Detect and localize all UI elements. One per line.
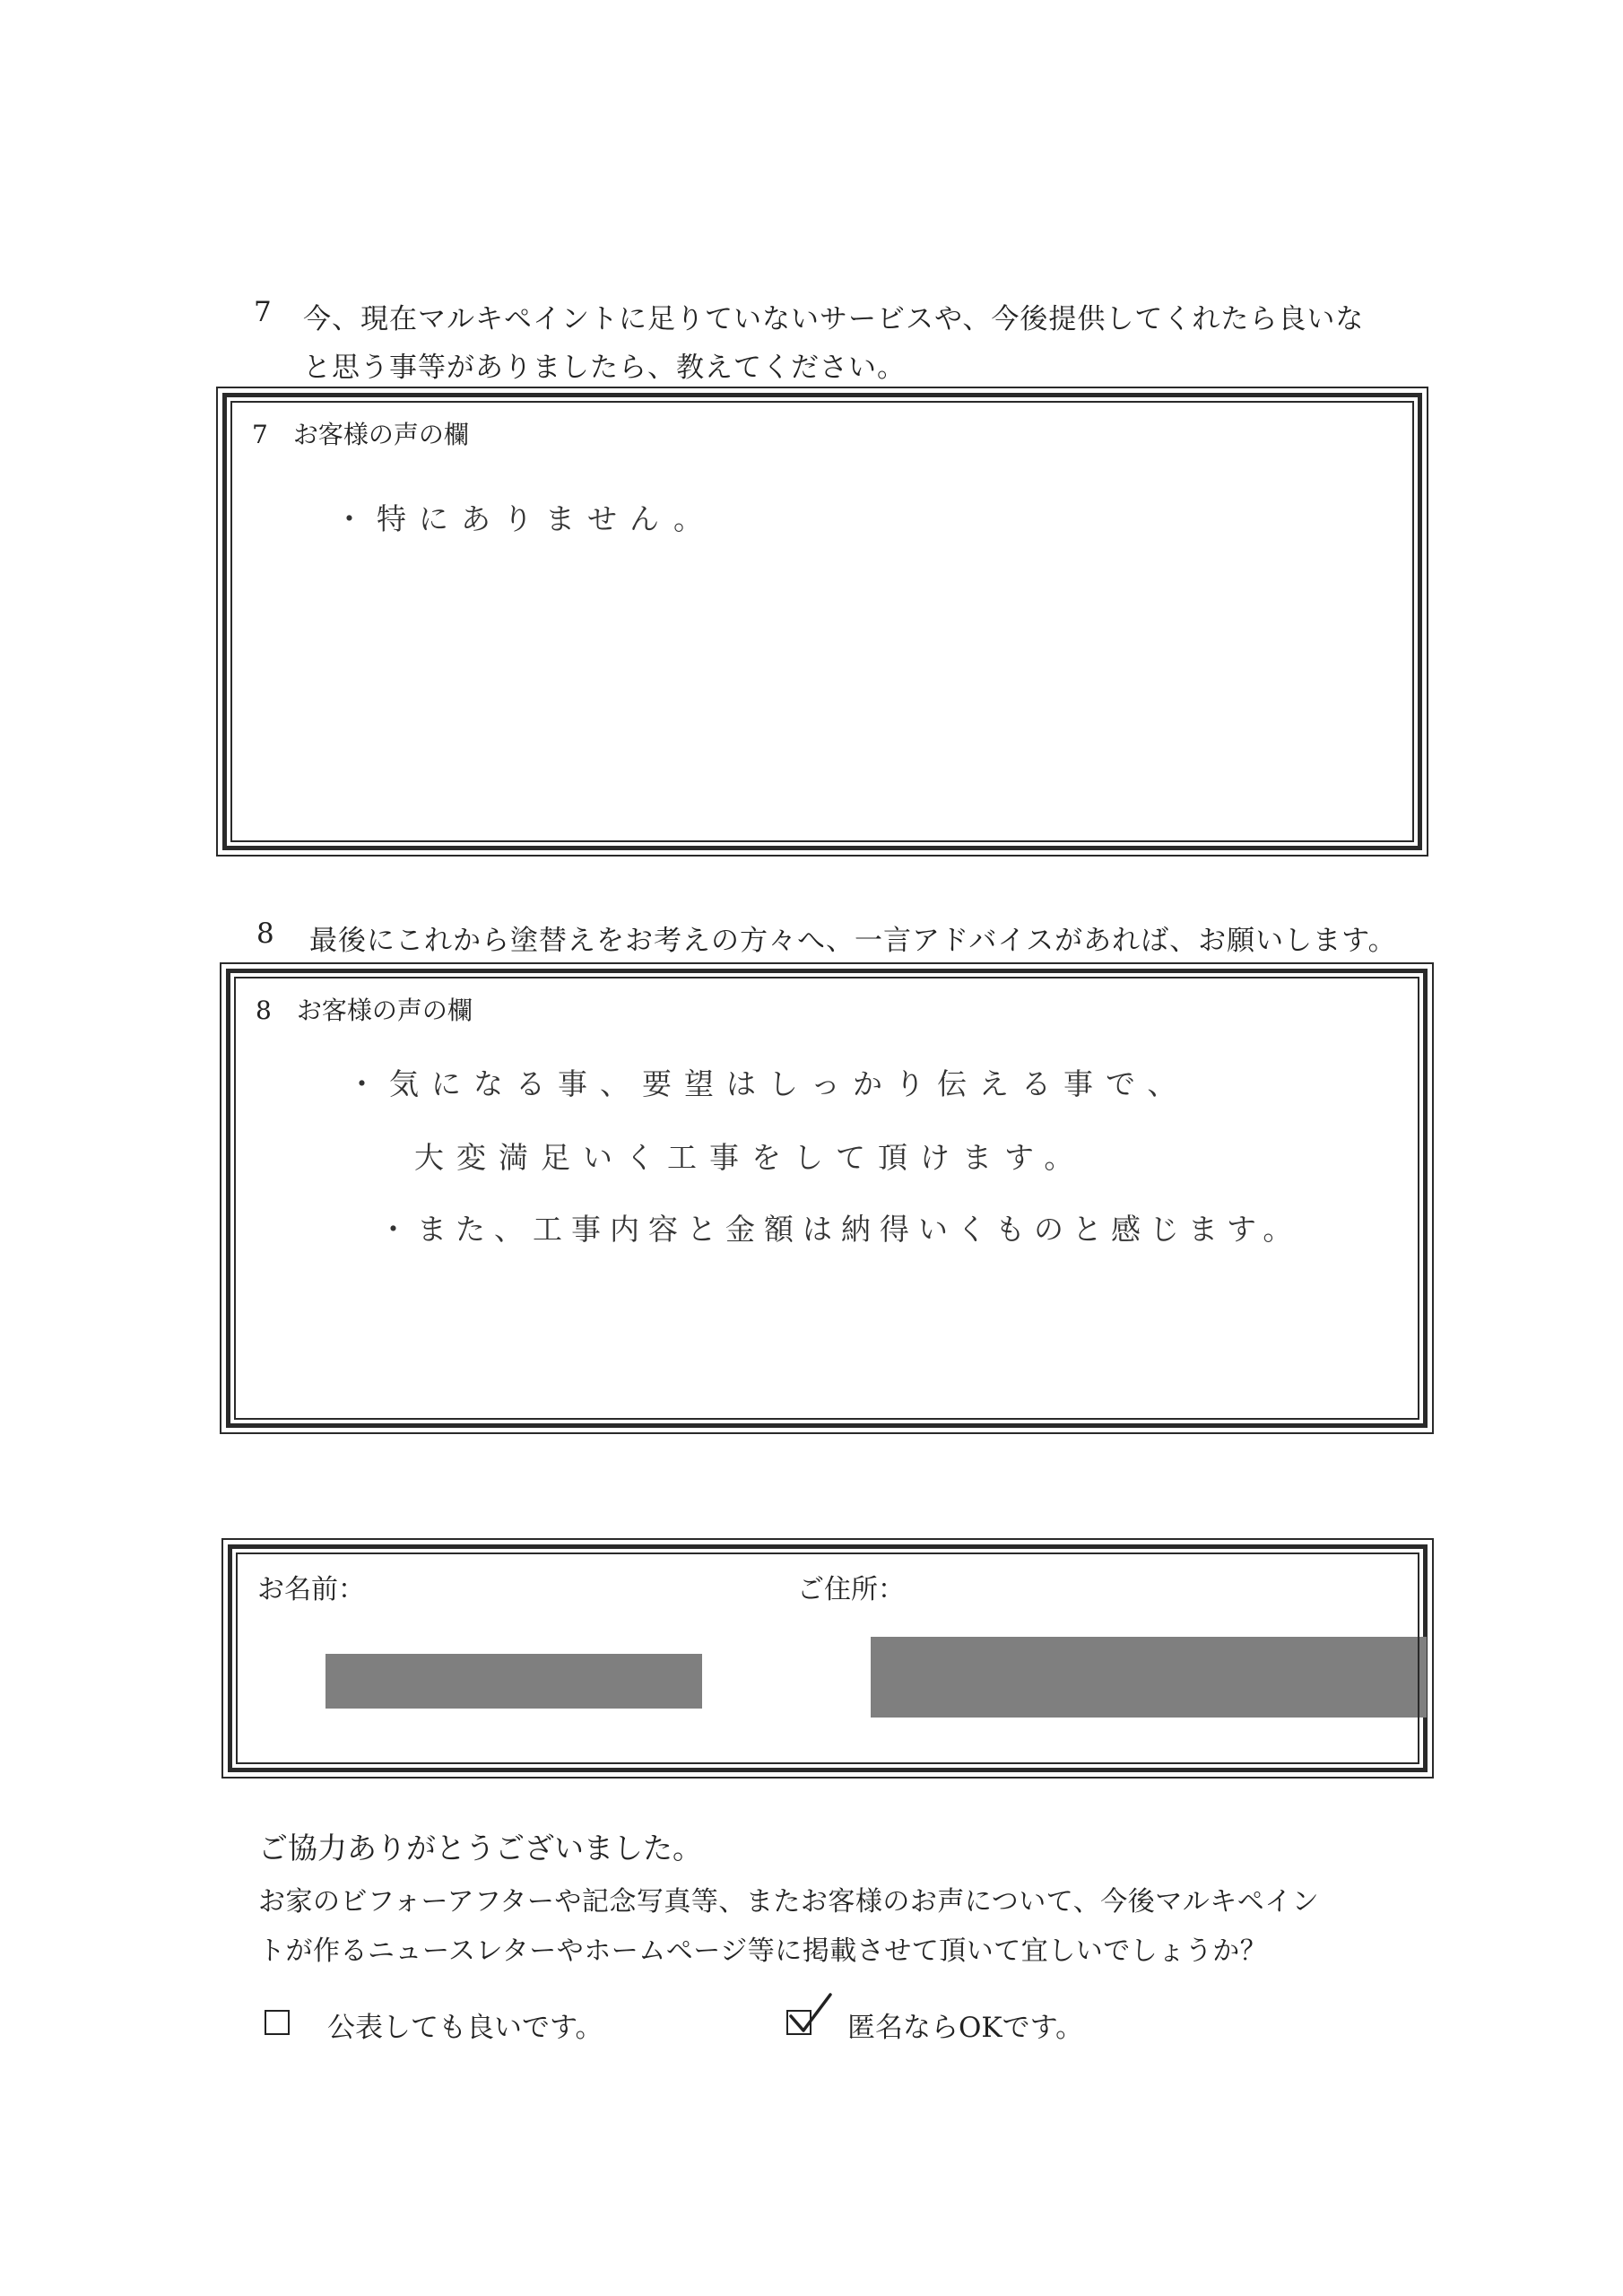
anonymous-option-label: 匿名ならOKです。 <box>847 2012 1084 2044</box>
consent-question-line1: お家のビフォーアフターや記念写真等、またお客様のお声について、今後マルキペイン <box>258 1886 1320 1918</box>
q8-answer-line2: 大変満足いく工事をして頂けます。 <box>414 1140 1087 1175</box>
q8-answer-box <box>226 969 1428 1428</box>
name-label: お名前： <box>257 1574 365 1605</box>
consent-question-line2: トが作るニュースレターやホームページ等に掲載させて頂いて宜しいでしょうか？ <box>258 1935 1268 1967</box>
q7-answer-line1: ・特にありません。 <box>334 501 716 536</box>
q8-number: 8 <box>256 918 274 950</box>
address-label: ご住所： <box>797 1574 905 1605</box>
q7-answer-box <box>222 393 1422 850</box>
q8-answer-line1: ・気になる事、要望はしっかり伝える事で、 <box>347 1066 1190 1101</box>
customer-info-box <box>228 1544 1428 1772</box>
public-option-label: 公表しても良いです。 <box>327 2012 603 2044</box>
public-checkbox[interactable] <box>265 2010 290 2035</box>
checkmark-icon <box>782 1989 836 2043</box>
q8-box-label: 8 お客様の声の欄 <box>256 996 473 1025</box>
thanks-heading: ご協力ありがとうございました。 <box>258 1831 702 1866</box>
address-redaction <box>871 1637 1427 1718</box>
q7-question-line2: と思う事等がありましたら、教えてください。 <box>303 352 906 384</box>
q7-question-line1: 今、現在マルキペイントに足りていないサービスや、今後提供してくれたら良いな <box>303 303 1365 335</box>
name-redaction <box>325 1654 702 1709</box>
q7-number: 7 <box>254 296 272 328</box>
q8-question-line1: 最後にこれから塗替えをお考えの方々へ、一言アドバイスがあれば、お願いします。 <box>309 925 1397 957</box>
q7-box-label: 7 お客様の声の欄 <box>252 420 469 449</box>
q8-answer-line3: ・また、工事内容と金額は納得いくものと感じます。 <box>378 1212 1302 1247</box>
